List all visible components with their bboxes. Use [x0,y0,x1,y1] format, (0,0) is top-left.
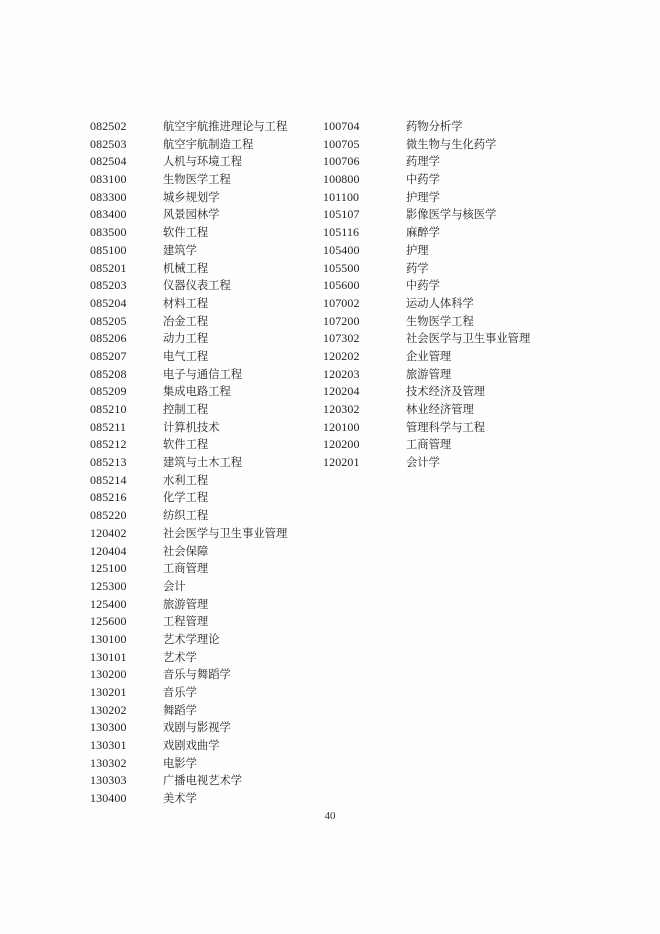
discipline-name: 生物医学工程 [406,314,474,328]
discipline-code: 085207 [90,348,127,363]
list-item [90,330,287,348]
discipline-code: 085209 [90,384,127,399]
list-item [323,189,530,207]
list-item [90,295,287,313]
discipline-name: 技术经济及管理 [406,385,486,399]
list-item [90,631,287,649]
list-item [323,330,530,348]
list-item [90,649,287,667]
discipline-code: 085201 [90,260,127,275]
discipline-name: 艺术学理论 [163,632,220,646]
list-item [323,206,530,224]
discipline-name: 机械工程 [163,261,209,275]
discipline-name: 林业经济管理 [406,403,474,416]
list-item [90,206,287,224]
discipline-code: 105107 [323,207,360,222]
list-item [323,366,530,384]
discipline-code: 083500 [90,225,127,240]
discipline-code: 120402 [90,525,127,540]
discipline-code: 085220 [90,508,127,523]
discipline-name: 企业管理 [406,349,452,363]
discipline-name: 社会保障 [163,544,209,558]
discipline-name: 冶金工程 [163,314,209,328]
list-item [90,118,287,136]
discipline-name: 城乡规划学 [163,190,220,204]
discipline-code: 101100 [323,189,360,204]
discipline-code: 082504 [90,154,127,169]
list-item [323,295,530,313]
discipline-code: 105400 [323,242,360,257]
list-item [90,543,287,561]
discipline-name: 药物分析学 [406,120,463,133]
discipline-code: 120202 [323,348,360,363]
discipline-code: 085213 [90,455,127,470]
discipline-code: 130100 [90,631,127,646]
discipline-code: 125300 [90,578,127,593]
discipline-code: 120100 [323,419,360,434]
discipline-code: 130201 [90,685,127,699]
list-item [323,118,530,136]
discipline-code: 130301 [90,738,127,753]
list-item [323,348,530,366]
discipline-name: 麻醉学 [406,226,440,240]
list-item [323,171,530,189]
discipline-name: 美术学 [163,792,197,806]
discipline-name: 会计 [163,579,186,593]
list-item [90,136,287,154]
list-item [90,171,287,189]
discipline-code: 130202 [90,702,127,717]
discipline-name: 工程管理 [163,615,209,629]
discipline-name: 戏剧戏曲学 [163,739,220,753]
list-item [90,489,287,507]
discipline-code: 085203 [90,278,127,293]
list-item [90,224,287,242]
list-item [323,277,530,295]
discipline-code: 105116 [323,225,360,240]
discipline-name: 计算机技术 [163,420,220,434]
list-item [90,755,287,773]
list-item [323,136,530,154]
discipline-code: 083400 [90,207,127,222]
discipline-name: 电子与通信工程 [163,367,243,381]
discipline-code: 100800 [323,172,360,187]
discipline-name: 护理 [406,243,429,257]
discipline-code: 125100 [90,561,127,576]
list-item [90,277,287,295]
list-item [90,189,287,207]
discipline-name: 管理科学与工程 [406,420,486,434]
list-item [90,613,287,631]
discipline-code: 083100 [90,172,127,187]
discipline-name: 航空宇航推进理论与工程 [163,120,288,133]
list-item [323,153,530,171]
discipline-name: 音乐学 [163,686,197,699]
list-item [90,401,287,419]
list-item [90,260,287,278]
list-item [90,684,287,702]
discipline-name: 仪器仪表工程 [163,279,231,293]
list-item [323,436,530,454]
discipline-name: 控制工程 [163,403,209,416]
discipline-code: 085204 [90,295,127,310]
discipline-name: 软件工程 [163,438,209,452]
discipline-name: 药理学 [406,155,440,169]
discipline-name: 中药学 [406,279,440,293]
discipline-code: 107002 [323,295,360,310]
discipline-code: 125400 [90,596,127,611]
discipline-code: 130303 [90,773,127,788]
list-item [90,578,287,596]
discipline-code: 130300 [90,720,127,735]
discipline-name: 护理学 [406,190,440,204]
discipline-name: 艺术学 [163,650,197,664]
list-item [90,596,287,614]
list-item [90,383,287,401]
list-item [323,313,530,331]
discipline-name: 电影学 [163,756,197,770]
discipline-code: 083300 [90,189,127,204]
discipline-code: 082502 [90,119,127,133]
discipline-code: 085212 [90,437,127,452]
list-item [90,666,287,684]
discipline-name: 生物医学工程 [163,173,231,187]
list-item [90,313,287,331]
list-item [90,772,287,790]
discipline-code: 085210 [90,402,127,416]
discipline-code: 100705 [323,136,360,151]
discipline-name: 纺织工程 [163,509,209,523]
discipline-name: 水利工程 [163,473,209,487]
discipline-code: 130302 [90,755,127,770]
list-item [90,719,287,737]
discipline-name: 建筑与土木工程 [163,456,243,470]
discipline-code: 085216 [90,490,127,505]
discipline-name: 舞蹈学 [163,703,197,717]
discipline-name: 软件工程 [163,226,209,240]
discipline-code: 085214 [90,472,127,487]
list-item [90,560,287,578]
list-item [323,454,530,472]
discipline-code: 120200 [323,437,360,452]
list-item [90,348,287,366]
discipline-code: 130400 [90,791,127,806]
discipline-code: 125600 [90,614,127,629]
list-item [323,401,530,419]
page-number: 40 [324,810,336,822]
discipline-name: 化学工程 [163,491,209,505]
list-item [90,366,287,384]
discipline-code: 085206 [90,331,127,346]
discipline-code: 105600 [323,278,360,293]
discipline-name: 广播电视艺术学 [163,774,243,788]
discipline-name: 风景园林学 [163,208,220,222]
list-item [90,436,287,454]
discipline-code: 120201 [323,455,360,470]
discipline-code: 085205 [90,313,127,328]
discipline-name: 影像医学与核医学 [406,208,497,222]
discipline-name: 旅游管理 [406,367,452,381]
discipline-name: 运动人体科学 [406,296,474,310]
discipline-name: 微生物与生化药学 [406,137,497,151]
right-column [323,118,530,472]
discipline-name: 电气工程 [163,349,209,363]
list-item [90,507,287,525]
discipline-name: 药学 [406,261,429,275]
list-item [323,242,530,260]
discipline-name: 音乐与舞蹈学 [163,668,231,682]
discipline-code: 107302 [323,331,360,346]
discipline-name: 工商管理 [163,562,209,576]
discipline-code: 085100 [90,242,127,257]
discipline-name: 社会医学与卫生事业管理 [406,332,531,346]
left-column [90,118,287,808]
list-item [90,153,287,171]
list-item [90,472,287,490]
discipline-name: 动力工程 [163,332,209,346]
discipline-name: 中药学 [406,173,440,187]
discipline-name: 材料工程 [163,296,209,310]
discipline-name: 人机与环境工程 [163,155,243,169]
discipline-code: 107200 [323,313,360,328]
list-item [323,260,530,278]
list-item [90,525,287,543]
discipline-code: 120302 [323,402,360,416]
discipline-code: 100704 [323,119,360,133]
discipline-name: 集成电路工程 [163,385,231,399]
list-item [323,419,530,437]
discipline-code: 085211 [90,419,127,434]
discipline-name: 工商管理 [406,438,452,452]
discipline-name: 建筑学 [163,243,197,257]
discipline-code: 130101 [90,649,127,664]
list-item [90,737,287,755]
discipline-code: 082503 [90,136,127,151]
discipline-name: 戏剧与影视学 [163,721,231,735]
discipline-name: 会计学 [406,456,440,470]
discipline-code: 120204 [323,384,360,399]
list-item [90,702,287,720]
list-item [90,242,287,260]
discipline-code: 100706 [323,154,360,169]
list-item [90,454,287,472]
discipline-name: 旅游管理 [163,597,209,611]
discipline-name: 航空宇航制造工程 [163,137,254,151]
discipline-code: 130200 [90,667,127,682]
list-item [90,419,287,437]
discipline-code: 120203 [323,366,360,381]
discipline-code: 120404 [90,543,127,558]
discipline-name: 社会医学与卫生事业管理 [163,526,288,540]
list-item [90,790,287,808]
list-item [323,224,530,242]
discipline-code: 105500 [323,260,360,275]
list-item [323,383,530,401]
discipline-code: 085208 [90,366,127,381]
